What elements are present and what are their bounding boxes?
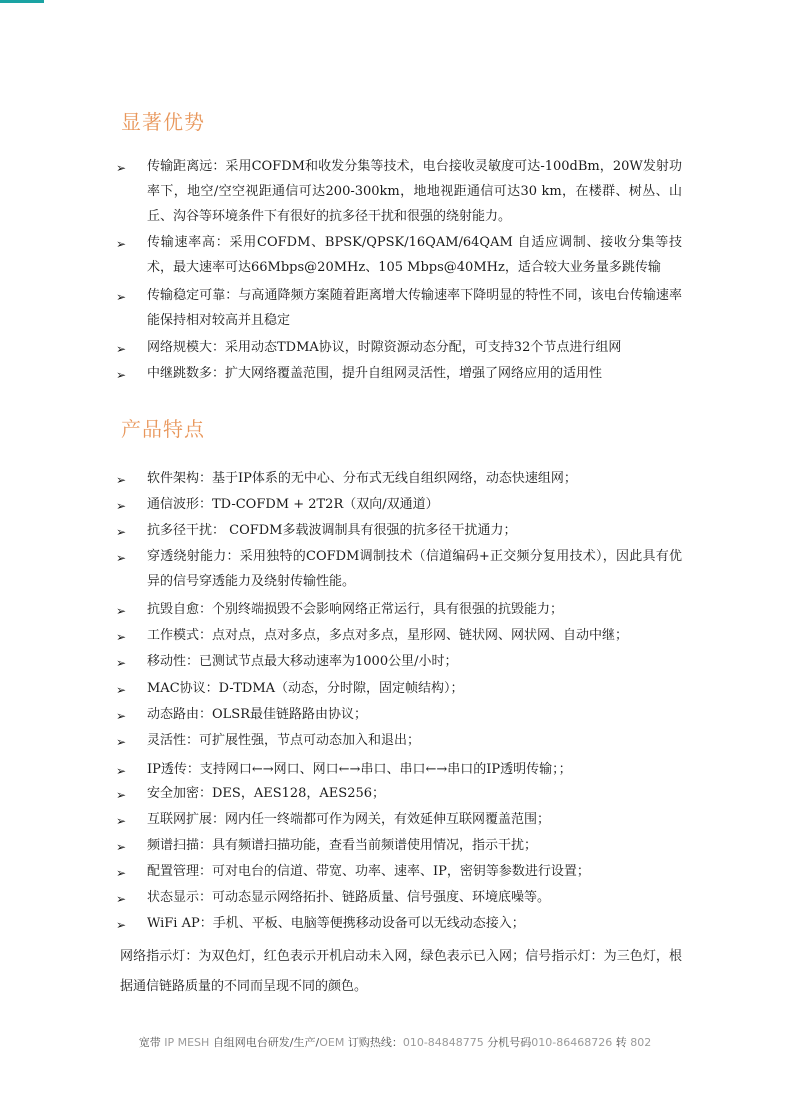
list-item-text: 传输速率高：采用COFDM、BPSK/QPSK/16QAM/64QAM 自适应调制、接收分集等技术，最大速率可达66Mbps@20MHz、105 Mbps@40MHz，适合较大业务量多跳传输 xyxy=(147,235,682,275)
list-item xyxy=(116,623,682,648)
list-item-text: 抗毁自愈：个别终端损毁不会影响网络正常运行，具有很强的抗毁能力； xyxy=(147,602,564,617)
arrow-bullet-icon: ➢ xyxy=(116,656,127,670)
arrow-bullet-icon: ➢ xyxy=(116,237,127,251)
list-item xyxy=(116,757,682,782)
corner-tab-decoration xyxy=(0,0,44,3)
arrow-bullet-icon: ➢ xyxy=(116,735,127,749)
list-item xyxy=(116,466,682,491)
list-item xyxy=(116,230,682,280)
list-item-text: IP透传：支持网口←→网口、网口←→串口、串口←→串口的IP透明传输；； xyxy=(147,762,572,777)
arrow-bullet-icon: ➢ xyxy=(116,709,127,723)
list-item xyxy=(116,492,682,517)
list-item xyxy=(116,911,682,936)
footer-highlight: OEM xyxy=(319,1036,345,1049)
arrow-bullet-icon: ➢ xyxy=(116,604,127,618)
list-item-text: 安全加密：DES，AES128，AES256； xyxy=(147,786,386,801)
footer-text: 宽带 xyxy=(138,1036,161,1049)
list-item xyxy=(116,597,682,622)
footer-text: 自组网电台研发/生产/ xyxy=(212,1036,320,1049)
indicator-light-paragraph: 网络指示灯：为双色灯，红色表示开机启动未入网，绿色表示已入网；信号指示灯：为三色灯，根据通信链路质量的不同而呈现不同的颜色。 xyxy=(120,949,682,994)
arrow-bullet-icon: ➢ xyxy=(116,918,127,932)
list-item-text: WiFi AP：手机、平板、电脑等便携移动设备可以无线动态接入； xyxy=(147,916,525,931)
footer-text: 订购热线： xyxy=(347,1036,403,1049)
list-item xyxy=(116,859,682,884)
list-item-text: 移动性：已测试节点最大移动速率为1000公里/小时； xyxy=(147,654,458,669)
list-item xyxy=(116,702,682,727)
list-item xyxy=(116,728,682,753)
footer-text: 转 xyxy=(615,1036,627,1049)
footer-highlight: IP MESH xyxy=(164,1036,210,1049)
section-title-advantages: 显著优势 xyxy=(121,110,205,134)
list-item xyxy=(116,283,682,333)
footer-phone: 010-84848775 xyxy=(402,1036,484,1049)
arrow-bullet-icon: ➢ xyxy=(116,683,127,697)
arrow-bullet-icon: ➢ xyxy=(116,788,127,802)
list-item xyxy=(116,335,682,360)
list-item-text: 软件架构：基于IP体系的无中心、分布式无线自组织网络，动态快速组网； xyxy=(147,471,577,486)
list-item-text: 互联网扩展：网内任一终端都可作为网关，有效延伸互联网覆盖范围； xyxy=(147,812,551,827)
arrow-bullet-icon: ➢ xyxy=(116,551,127,565)
list-item-text: 工作模式：点对点，点对多点，多点对多点，星形网、链状网、网状网、自动中继； xyxy=(147,628,629,643)
list-item xyxy=(116,781,682,806)
list-item-text: 中继跳数多：扩大网络覆盖范围，提升自组网灵活性，增强了网络应用的适用性 xyxy=(147,366,603,381)
list-item-text: 动态路由：OLSR最佳链路路由协议； xyxy=(147,707,367,722)
list-item-text: 频谱扫描：具有频谱扫描功能，查看当前频谱使用情况，指示干扰； xyxy=(147,838,538,853)
arrow-bullet-icon: ➢ xyxy=(116,892,127,906)
list-item xyxy=(116,833,682,858)
arrow-bullet-icon: ➢ xyxy=(116,840,127,854)
arrow-bullet-icon: ➢ xyxy=(116,473,127,487)
arrow-bullet-icon: ➢ xyxy=(116,368,127,382)
list-item-text: 抗多径干扰： COFDM多载波调制具有很强的抗多径干扰通力； xyxy=(147,523,517,538)
list-item-text: 灵活性：可扩展性强，节点可动态加入和退出； xyxy=(147,733,421,748)
section-title-features: 产品特点 xyxy=(121,417,205,441)
list-item-text: 网络规模大：采用动态TDMA协议，时隙资源动态分配，可支持32个节点进行组网 xyxy=(147,340,622,355)
arrow-bullet-icon: ➢ xyxy=(116,342,127,356)
list-item-text: 通信波形：TD-COFDM + 2T2R（双向/双通道） xyxy=(147,497,439,512)
page-footer xyxy=(0,1034,790,1050)
list-item xyxy=(116,154,682,229)
list-item xyxy=(116,544,682,594)
list-item-text: 穿透绕射能力：采用独特的COFDM调制技术（信道编码+正交频分复用技术），因此具有优异的信号穿透能力及绕射传输性能。 xyxy=(147,549,682,589)
footer-extension: 802 xyxy=(630,1036,652,1049)
arrow-bullet-icon: ➢ xyxy=(116,630,127,644)
list-item xyxy=(116,676,682,701)
list-item-text: 状态显示：可动态显示网络拓扑、链路质量、信号强度、环境底噪等。 xyxy=(147,890,551,905)
list-item-text: 传输距离远：采用COFDM和收发分集等技术，电台接收灵敏度可达-100dBm，20W发射功率下，地空/空空视距通信可达200-300km，地地视距通信可达30 km，在楼群、树丛、山丘、沟谷等环境条件下有很好的抗多径干扰和很强的绕射能力。 xyxy=(147,159,682,224)
arrow-bullet-icon: ➢ xyxy=(116,764,127,778)
list-item-text: 传输稳定可靠：与高通降频方案随着距离增大传输速率下降明显的特性不同，该电台传输速率能保持相对较高并且稳定 xyxy=(147,288,682,328)
list-item xyxy=(116,885,682,910)
list-item-text: MAC协议：D-TDMA（动态，分时隙，固定帧结构）； xyxy=(147,681,464,696)
list-item-text: 配置管理：可对电台的信道、带宽、功率、速率、IP，密钥等参数进行设置； xyxy=(147,864,590,879)
arrow-bullet-icon: ➢ xyxy=(116,161,127,175)
list-item xyxy=(116,807,682,832)
arrow-bullet-icon: ➢ xyxy=(116,866,127,880)
footer-text: 分机号码 xyxy=(487,1036,532,1049)
list-item xyxy=(116,649,682,674)
list-item xyxy=(116,518,682,543)
list-item xyxy=(116,361,682,386)
arrow-bullet-icon: ➢ xyxy=(116,525,127,539)
arrow-bullet-icon: ➢ xyxy=(116,290,127,304)
arrow-bullet-icon: ➢ xyxy=(116,499,127,513)
footer-phone: 010-86468726 xyxy=(531,1036,613,1049)
arrow-bullet-icon: ➢ xyxy=(116,814,127,828)
